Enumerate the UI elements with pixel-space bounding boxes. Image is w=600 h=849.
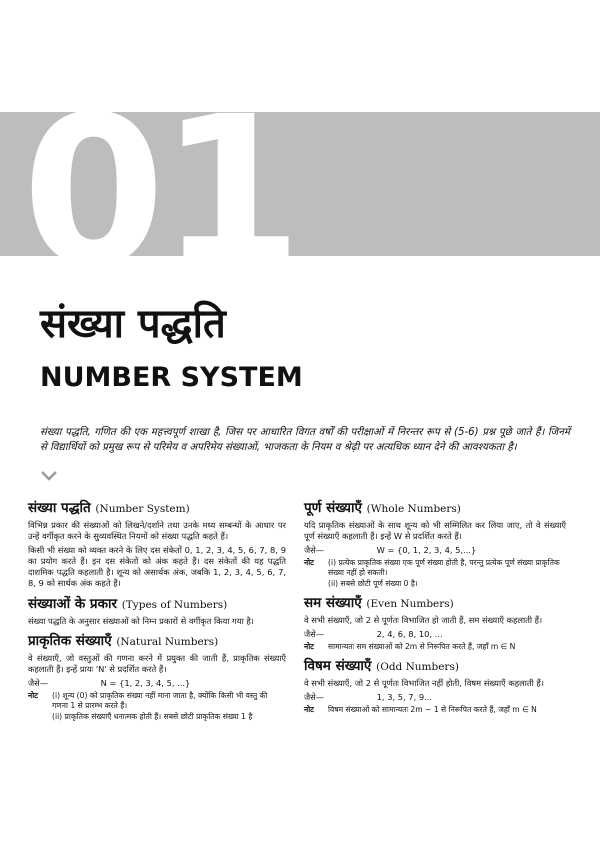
- note-item: विषम संख्याओं को सामान्यतः 2m − 1 से निरूपित करते हैं, जहाँ m ∈ N: [328, 705, 537, 715]
- section-heading: [28, 633, 286, 651]
- chapter-title-hindi: संख्या पद्धति: [40, 301, 226, 347]
- chapter-title-english: NUMBER SYSTEM: [40, 362, 303, 393]
- heading-hindi: विषम संख्याएँ: [304, 658, 372, 675]
- heading-english: (Natural Numbers): [116, 636, 219, 649]
- example: [304, 692, 566, 703]
- section-natural-numbers: [28, 633, 286, 722]
- paragraph: किसी भी संख्या को व्यक्त करने के लिए दस संकेतों 0, 1, 2, 3, 4, 5, 6, 7, 8, 9 का प्रयोग करते हैं। इन दस संकेतों को अंक कहते हैं। दस संकेतों की यह पद्धति दाशमिक पद्धति कहलाती है। शून्य को असार्थक अंक, जबकि 1, 2, 3, 4, 5, 6, 7, 8, 9 को सार्थक अंक कहते हैं।: [28, 544, 286, 589]
- note: [28, 691, 286, 723]
- note: [304, 642, 566, 653]
- section-types-of-numbers: [28, 596, 286, 627]
- example-value: 2, 4, 6, 8, 10, ...: [376, 628, 443, 639]
- section-odd-numbers: [304, 658, 566, 715]
- note-item: (ii) प्राकृतिक संख्याएँ धनात्मक होती हैं। सबसे छोटी प्राकृतिक संख्या 1 है: [52, 711, 253, 721]
- note: [304, 558, 566, 590]
- section-even-numbers: [304, 595, 566, 652]
- heading-english: (Number System): [95, 503, 190, 515]
- example-value: W = {0, 1, 2, 3, 4, 5,...}: [376, 544, 477, 555]
- example-label: जैसे—: [304, 544, 325, 555]
- note-label: नोट: [304, 705, 315, 715]
- example: [28, 678, 286, 689]
- heading-hindi: संख्या पद्धति: [28, 500, 91, 516]
- chapter-intro: संख्या पद्धति, गणित की एक महत्त्वपूर्ण शाखा है, जिस पर आधारित विगत वर्षों की परीक्षाओं में निरन्तर रूप से (5-6) प्रश्न पूछे जाते हैं। जिनमें से विद्यार्थियों को प्रमुख रूप से परिमेय व अपरिमेय संख्याओं, भाजकता के नियम व श्रेढ़ी पर अत्यधिक ध्यान देने की आवश्यकता है।: [40, 427, 570, 453]
- right-column: [304, 500, 566, 722]
- section-heading: [28, 596, 286, 614]
- paragraph: वे सभी संख्याएँ, जो 2 से पूर्णतः विभाजित हो जाती हैं, सम संख्याएँ कहलाती हैं।: [304, 615, 543, 626]
- section-heading: [28, 500, 286, 518]
- section-number-system: [28, 500, 286, 590]
- heading-hindi: प्राकृतिक संख्याएँ: [28, 633, 112, 650]
- note-label: नोट: [304, 557, 315, 567]
- heading-english: (Even Numbers): [366, 598, 454, 611]
- chapter-number: 01: [22, 72, 297, 312]
- heading-english: (Odd Numbers): [376, 661, 459, 674]
- note-item: (i) शून्य (0) को प्राकृतिक संख्या नहीं माना जाता है, क्योंकि किसी भी वस्तु की गणना 1 से प्रारम्भ करते हैं।: [52, 690, 268, 711]
- example-value: 1, 3, 5, 7, 9...: [376, 691, 433, 702]
- section-heading: [304, 595, 566, 613]
- note-item: (i) प्रत्येक प्राकृतिक संख्या एक पूर्ण संख्या होती है, परन्तु प्रत्येक पूर्ण संख्या प्राकृतिक संख्या नहीं हो सकती।: [328, 557, 560, 578]
- note-item: सामान्यतः सम संख्याओं को 2m से निरूपित करते हैं, जहाँ m ∈ N: [328, 641, 516, 651]
- example-label: जैसे—: [28, 677, 49, 688]
- heading-hindi: संख्याओं के प्रकार: [28, 595, 117, 612]
- note-label: नोट: [28, 690, 39, 700]
- section-heading: [304, 500, 566, 518]
- example-value: N = {1, 2, 3, 4, 5, ...}: [100, 677, 191, 688]
- paragraph: वे संख्याएँ, जो वस्तुओं की गणना करने में प्रयुक्त की जाती हैं, प्राकृतिक संख्याएँ कहलाती हैं। इन्हें प्रायः 'N' से प्रदर्शित करते हैं।: [28, 653, 286, 675]
- left-column: [28, 500, 286, 728]
- note-label: नोट: [304, 641, 315, 651]
- paragraph: यदि प्राकृतिक संख्याओं के साथ शून्य को भी सम्मिलित कर लिया जाए, तो वे संख्याएँ पूर्ण संख्याएँ कहलाती हैं। इन्हें W से प्रदर्शित करते हैं।: [304, 520, 566, 542]
- paragraph: संख्या पद्धति के अनुसार संख्याओं को निम्न प्रकारों से वर्गीकृत किया गया है।: [28, 615, 254, 626]
- section-heading: [304, 658, 566, 676]
- paragraph: विभिन्न प्रकार की संख्याओं को लिखने/दर्शाने तथा उनके मध्य सम्बन्धों के आधार पर उन्हें वर्गीकृत करने के सुव्यवस्थित नियमों को संख्या पद्धति कहते हैं।: [28, 520, 286, 542]
- heading-english: (Types of Numbers): [121, 598, 228, 611]
- heading-hindi: पूर्ण संख्याएँ: [304, 500, 362, 516]
- note-item: (ii) सबसे छोटी पूर्ण संख्या 0 है।: [328, 578, 418, 588]
- example-label: जैसे—: [304, 691, 325, 702]
- example: [304, 629, 566, 640]
- example-label: जैसे—: [304, 628, 325, 639]
- chevron-down-icon: [40, 470, 58, 482]
- example: [304, 545, 566, 556]
- note: [304, 705, 566, 716]
- heading-english: (Whole Numbers): [366, 503, 461, 515]
- section-whole-numbers: [304, 500, 566, 589]
- heading-hindi: सम संख्याएँ: [304, 595, 362, 612]
- paragraph: वे सभी संख्याएँ, जो 2 से पूर्णतः विभाजित नहीं होती, विषम संख्याएँ कहलाती हैं।: [304, 678, 544, 689]
